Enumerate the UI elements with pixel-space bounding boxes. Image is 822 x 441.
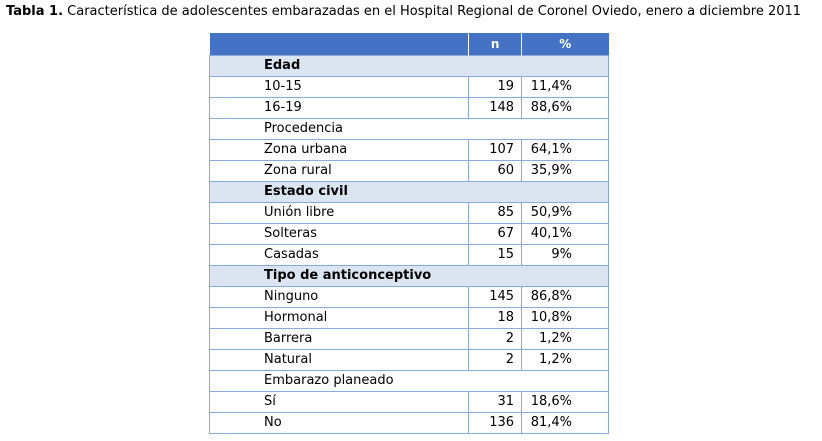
row-percent: 86,8%	[522, 287, 609, 308]
row-count: 2	[469, 329, 522, 350]
table-caption	[6, 3, 820, 21]
row-count: 18	[469, 308, 522, 329]
row-percent: 50,9%	[522, 203, 609, 224]
table-row	[210, 98, 609, 119]
row-count: 148	[469, 98, 522, 119]
row-percent: 9%	[522, 245, 609, 266]
row-percent: 64,1%	[522, 140, 609, 161]
row-label: 16-19	[210, 98, 469, 119]
row-label: 10-15	[210, 77, 469, 98]
row-label: Zona urbana	[210, 140, 469, 161]
row-label: No	[210, 413, 469, 434]
table-row	[210, 413, 609, 434]
row-percent: 1,2%	[522, 329, 609, 350]
row-count: 31	[469, 392, 522, 413]
section-header-row	[210, 266, 609, 287]
row-count: 145	[469, 287, 522, 308]
table-row	[210, 350, 609, 371]
row-label: Casadas	[210, 245, 469, 266]
row-count: 15	[469, 245, 522, 266]
row-percent: 40,1%	[522, 224, 609, 245]
table-row	[210, 161, 609, 182]
row-count: 19	[469, 77, 522, 98]
table-row	[210, 287, 609, 308]
group-title: Edad	[210, 56, 609, 77]
subgroup-header-row	[210, 119, 609, 140]
caption-prefix: Tabla 1.	[6, 4, 64, 19]
row-label: Natural	[210, 350, 469, 371]
row-label: Unión libre	[210, 203, 469, 224]
group-title: Tipo de anticonceptivo	[210, 266, 609, 287]
group-title: Procedencia	[210, 119, 609, 140]
row-label: Solteras	[210, 224, 469, 245]
row-percent: 88,6%	[522, 98, 609, 119]
group-title: Estado civil	[210, 182, 609, 203]
table-row	[210, 77, 609, 98]
table-row	[210, 140, 609, 161]
row-count: 107	[469, 140, 522, 161]
subgroup-header-row	[210, 371, 609, 392]
header-row	[210, 33, 609, 56]
caption-text: Característica de adolescentes embarazadas en el Hospital Regional de Coronel Oviedo, enero a diciembre 2011	[63, 4, 802, 19]
row-percent: 81,4%	[522, 413, 609, 434]
row-percent: 35,9%	[522, 161, 609, 182]
table-row	[210, 245, 609, 266]
row-count: 2	[469, 350, 522, 371]
table-row	[210, 203, 609, 224]
row-label: Ninguno	[210, 287, 469, 308]
group-title: Embarazo planeado	[210, 371, 609, 392]
table-row	[210, 308, 609, 329]
row-count: 85	[469, 203, 522, 224]
header-label	[210, 33, 469, 56]
section-header-row	[210, 56, 609, 77]
row-count: 67	[469, 224, 522, 245]
row-percent: 18,6%	[522, 392, 609, 413]
table-row	[210, 329, 609, 350]
row-count: 136	[469, 413, 522, 434]
section-header-row	[210, 182, 609, 203]
table-row	[210, 224, 609, 245]
header-pct: %	[522, 33, 609, 56]
row-count: 60	[469, 161, 522, 182]
row-percent: 1,2%	[522, 350, 609, 371]
row-label: Hormonal	[210, 308, 469, 329]
row-label: Barrera	[210, 329, 469, 350]
table-row	[210, 392, 609, 413]
data-table	[209, 33, 609, 434]
row-percent: 11,4%	[522, 77, 609, 98]
row-percent: 10,8%	[522, 308, 609, 329]
row-label: Zona rural	[210, 161, 469, 182]
table-body	[210, 56, 609, 434]
header-n: n	[469, 33, 522, 56]
row-label: Sí	[210, 392, 469, 413]
